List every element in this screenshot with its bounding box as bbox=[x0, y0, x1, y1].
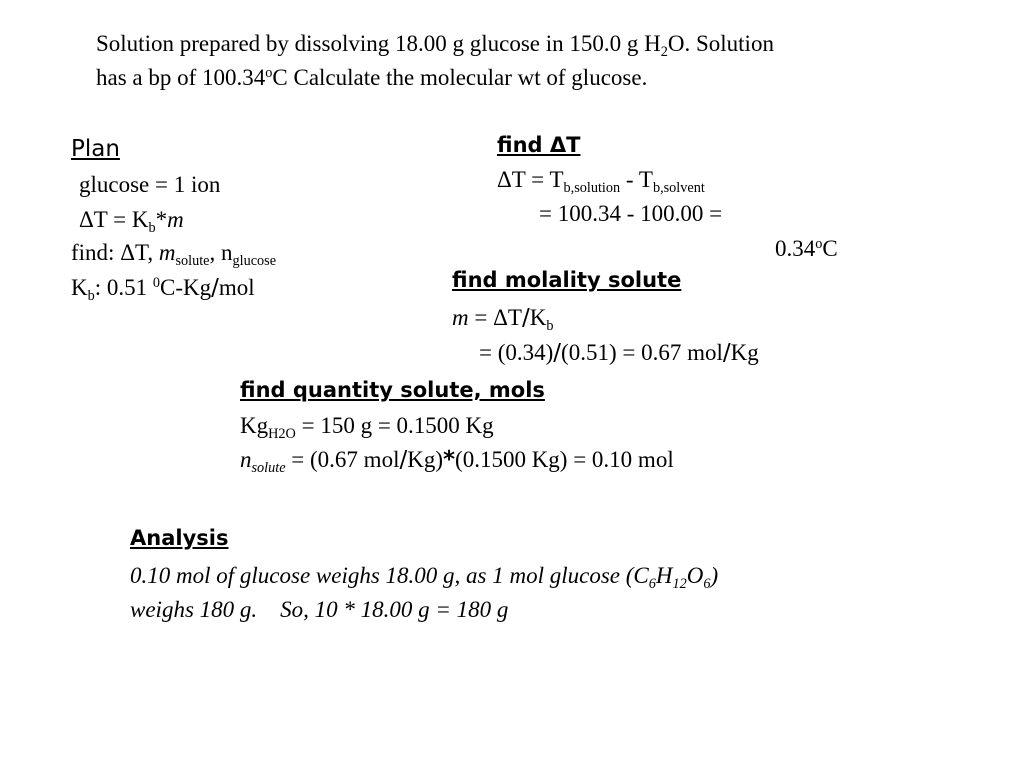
find-dt-line-1-text-a: ΔT = T bbox=[497, 167, 564, 192]
find-molality-line-1-m: m bbox=[452, 305, 469, 330]
find-quantity-line-1-sub: H2O bbox=[268, 425, 296, 442]
problem-line-1-sub: 2 bbox=[660, 43, 668, 60]
plan-line-4-sup: 0 bbox=[152, 275, 161, 292]
plan-line-3-text-a: find: ΔT, bbox=[71, 240, 159, 265]
plan-line-3-m: m bbox=[158, 240, 176, 265]
analysis-line-1-sub-2 bbox=[673, 576, 687, 592]
plan-line-4-text-b: : 0.51 bbox=[94, 275, 153, 300]
find-quantity-line-2-sub-text: solute bbox=[251, 459, 286, 476]
plan-line-4-text-c: C-Kg bbox=[160, 275, 212, 300]
find-quantity-heading: find quantity solute, mols bbox=[240, 378, 545, 402]
find-dt-line-1-text-b: - T bbox=[620, 167, 653, 192]
analysis-line-1-sub-2-text: 12 bbox=[672, 575, 687, 592]
analysis-line-2 bbox=[130, 598, 508, 621]
plan-line-3 bbox=[71, 240, 277, 269]
find-molality-line-1-slash: / bbox=[521, 305, 530, 331]
analysis-line-1-sub-3 bbox=[703, 576, 710, 592]
find-quantity-line-1 bbox=[240, 413, 494, 442]
find-molality-line-2-text-c: Kg bbox=[730, 340, 759, 365]
plan-line-3-sub2: glucose bbox=[232, 252, 277, 269]
plan-line-3-text-b: , n bbox=[209, 240, 233, 265]
find-molality-line-2-slash-1: / bbox=[553, 340, 562, 366]
plan-line-4-text-d: mol bbox=[218, 275, 255, 300]
find-quantity-line-2 bbox=[240, 447, 674, 476]
plan-line-1 bbox=[79, 173, 220, 196]
find-molality-line-1-text-b: K bbox=[529, 305, 547, 330]
plan-line-2-text-b: * bbox=[155, 207, 168, 232]
find-molality-line-1-text-a: = ΔT bbox=[468, 305, 522, 330]
plan-line-4-sub: b bbox=[87, 287, 95, 304]
problem-line-2-text-a: has a bp of 100.34 bbox=[96, 65, 266, 90]
problem-line-2-text-b: C Calculate the molecular wt of glucose. bbox=[272, 65, 648, 90]
plan-line-2-sub: b bbox=[148, 219, 156, 236]
plan-line-2 bbox=[79, 207, 184, 236]
plan-line-2-text-a: ΔT = K bbox=[79, 207, 149, 232]
find-molality-line-2-text-b: (0.51) = 0.67 mol bbox=[561, 340, 723, 365]
analysis-heading: Analysis bbox=[130, 526, 229, 550]
find-dt-line-3-sup: o bbox=[815, 236, 823, 253]
find-quantity-line-2-sub bbox=[252, 460, 286, 476]
find-dt-line-2-text: = 100.34 - 100.00 = bbox=[539, 201, 723, 226]
find-molality-line-1-sub: b bbox=[546, 317, 554, 334]
find-dt-line-3 bbox=[775, 237, 838, 260]
find-quantity-line-2-text-a: = (0.67 mol bbox=[285, 447, 400, 472]
find-quantity-line-2-star: * bbox=[443, 447, 456, 473]
find-dt-line-1 bbox=[497, 167, 705, 196]
find-molality-heading: find molality solute bbox=[452, 268, 682, 292]
analysis-line-2-text: weighs 180 g. So, 10 * 18.00 g = 180 g bbox=[130, 597, 509, 622]
problem-line-1 bbox=[96, 31, 774, 60]
analysis-line-1-text-d: ) bbox=[710, 563, 719, 588]
plan-line-2-m: m bbox=[167, 207, 184, 232]
problem-line-1-text-b: O. Solution bbox=[667, 31, 774, 56]
analysis-line-1-sub-1-text: 6 bbox=[648, 575, 656, 592]
find-quantity-line-2-slash: / bbox=[399, 447, 408, 473]
plan-line-4-slash: / bbox=[211, 275, 219, 301]
problem-line-1-text-a: Solution prepared by dissolving 18.00 g glucose in 150.0 g H bbox=[96, 31, 661, 56]
plan-line-3-sub1: solute bbox=[175, 252, 210, 269]
analysis-line-1-text-c: O bbox=[686, 563, 704, 588]
find-dt-line-2 bbox=[539, 202, 722, 225]
problem-line-2 bbox=[96, 66, 647, 89]
find-dt-line-3-text-b: C bbox=[822, 236, 838, 261]
plan-heading: Plan bbox=[71, 136, 120, 162]
problem-line-2-sup: o bbox=[265, 65, 273, 82]
analysis-line-1 bbox=[130, 563, 719, 592]
plan-line-4 bbox=[71, 275, 255, 304]
analysis-line-1-sub-1 bbox=[649, 576, 656, 592]
find-quantity-line-1-text-b: = 150 g = 0.1500 Kg bbox=[295, 413, 494, 438]
find-molality-line-2-text-a: = (0.34) bbox=[479, 340, 554, 365]
find-quantity-line-2-n: n bbox=[240, 447, 252, 472]
plan-line-4-text-a: K bbox=[71, 275, 88, 300]
find-dt-line-3-text-a: 0.34 bbox=[775, 236, 816, 261]
find-dt-line-1-sub1: b,solution bbox=[563, 179, 621, 196]
find-molality-line-1 bbox=[452, 305, 554, 334]
plan-line-1-text: glucose = 1 ion bbox=[79, 172, 221, 197]
analysis-line-1-text-b: H bbox=[655, 563, 673, 588]
find-molality-line-2 bbox=[479, 341, 759, 365]
find-quantity-line-2-text-c: (0.1500 Kg) = 0.10 mol bbox=[455, 447, 674, 472]
find-quantity-line-2-text-b: Kg) bbox=[407, 447, 443, 472]
analysis-line-1-text-a: 0.10 mol of glucose weighs 18.00 g, as 1 mol glucose (C bbox=[130, 563, 649, 588]
find-quantity-line-1-text-a: Kg bbox=[240, 413, 269, 438]
analysis-line-1-sub-3-text: 6 bbox=[703, 575, 711, 592]
find-dt-line-1-sub2: b,solvent bbox=[652, 179, 705, 196]
find-dt-heading: find ΔT bbox=[497, 133, 581, 157]
find-molality-line-2-slash-2: / bbox=[722, 340, 731, 366]
